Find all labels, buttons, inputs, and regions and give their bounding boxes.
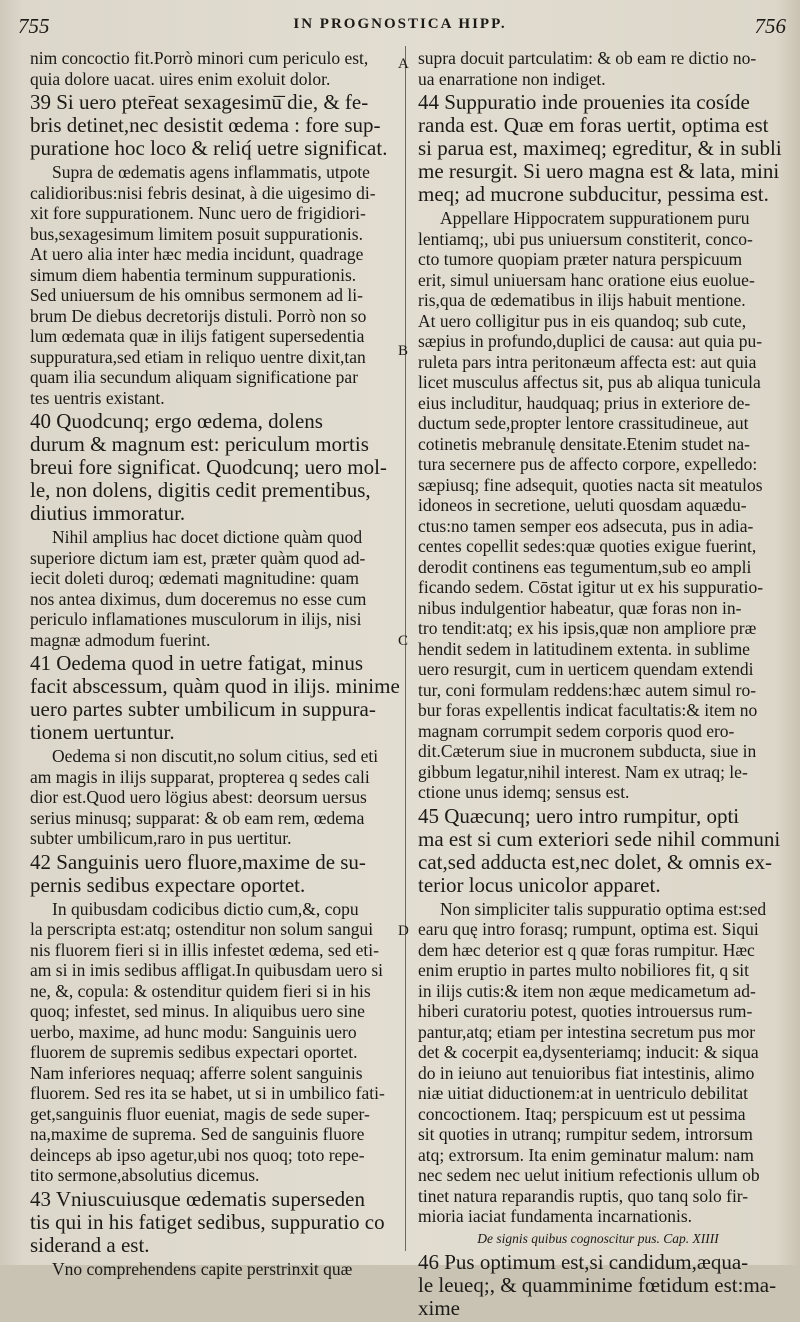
text-line: randa est. Quæ em foras uertit, optima est (418, 113, 769, 137)
text-line: tis qui in his fatiget sedibus, suppuratio co (30, 1209, 385, 1234)
text-line: det & cocerpit ea,dysenteriamq; inducit: & siqua (418, 1042, 759, 1062)
text-line: nos antea diximus, dum doceremus no esse cum (30, 588, 367, 609)
text-line: Sed uniuersum de his omnibus sermonem ad li- (30, 285, 363, 305)
text-line: le, non dolens, digitis cedit prementibus, (30, 478, 371, 502)
text-line: eius includitur, haudquaq; prius in exteriore de- (418, 392, 751, 413)
text-line: fluorem de supremis sedibus expectari oportet. (30, 1042, 358, 1062)
left-aphorism (30, 1188, 390, 1257)
text-line: fluorem. Sed res ita se habet, ut si in umbilico fati- (30, 1083, 385, 1103)
left-aphorism (30, 651, 400, 744)
text-line: brum De diebus decretorijs distuli. Porrò non so (30, 305, 367, 326)
text-line: enim eruptio in partes multo nobiliores fit, q sit (418, 960, 749, 980)
text-line: ctione unus idemq; sensus est. (418, 782, 630, 802)
text-line: ruleta pars intra peritonæum affecta est: aut quia (418, 351, 757, 372)
text-line: ua enarratione non indiget. (418, 68, 606, 89)
text-line: pernis sedibus expectare oportet. (30, 872, 306, 897)
text-line: ficando sedem. Cōstat igitur ut ex his suppuratio- (418, 577, 764, 597)
text-line: nis fluorem fieri si in illis infestet œdema, sed eti- (30, 939, 379, 960)
text-line: xit fore suppurationem. Nunc uero de frigidiori- (30, 203, 366, 223)
text-line: durum & magnum est: periculum mortis (30, 432, 369, 456)
text-line: am si in imis sedibus affligat.In quibusdam uero si (30, 960, 384, 980)
left-commentary (30, 48, 390, 89)
text-line: centes copellit sedes:quæ quoties exigue fuerint, (418, 536, 757, 556)
text-line: 45 Quæcunq; uero intro rumpitur, opti (418, 803, 740, 828)
text-line: tes uentris existant. (30, 387, 165, 408)
text-line: niæ uitiat diductionem:at in uentriculo debilitat (418, 1083, 749, 1103)
text-line: get,sanguinis fluor eueniat, magis de sede super- (30, 1103, 370, 1124)
text-line: tura secernere pus de affecto corpore, expelledo: (418, 454, 758, 474)
left-commentary (30, 527, 390, 650)
text-line: At uero colligitur pus in eis quandoq; sub cute, (418, 310, 747, 331)
text-line: magnam corrumpit sedem corporis quod ero- (418, 720, 735, 741)
text-line: 44 Suppuratio inde prouenies ita cosíde (418, 90, 750, 114)
text-line: puratione hoc loco & reliq́ uetre significat. (30, 136, 388, 160)
text-line: tionem uertuntur. (30, 720, 175, 744)
text-line: De signis quibus cognoscitur pus. Cap. XIIII (477, 1230, 719, 1246)
text-line: iecit doleti duroq; œdemati magnitudine: quam (30, 568, 360, 588)
right-column (418, 48, 782, 1322)
left-commentary (30, 746, 390, 849)
left-commentary (30, 1259, 390, 1280)
text-line: 43 Vniuscuiusque œdematis superseden (30, 1186, 365, 1211)
text-line: quoq; infestet, sed minus. In aliquibus uero sine (30, 1001, 365, 1021)
text-line: quam ilia secundum aliquam significatione par (30, 367, 359, 387)
text-line: sit quoties in utranq; rumpitur sedem, introrsum (418, 1124, 753, 1144)
text-line: At uero alia inter hæc media incidunt, quadrage (30, 244, 364, 264)
text-line: ne, &, copula: & ostenditur quidem fieri si in his (30, 980, 371, 1001)
text-line: terior locus unicolor apparet. (418, 872, 661, 897)
text-line: calidioribus:nisi febris desinat, à die uigesimo di- (30, 182, 376, 203)
text-line: erit, simul uniuersam hanc oratione eius euolue- (418, 269, 755, 290)
text-line: subter umbilicum,raro in pus uertitur. (30, 828, 292, 848)
text-line: sæpiusq; fine adsequit, quoties nacta sit meatulos (418, 474, 763, 495)
text-line: idoneos in secretione, ueluti quosdam aquædu- (418, 495, 747, 515)
text-line: nec sedem nec uelut initium refectionis ullum ob (418, 1165, 760, 1185)
left-commentary (30, 899, 390, 1186)
text-line: In quibusdam codicibus dictio cum,&, copu (52, 898, 359, 919)
text-line: uero partes subter umbilicum in suppura- (30, 697, 376, 721)
text-line: atq; extrorsum. Ita enim geminatur malum: nam (418, 1144, 754, 1165)
text-line: 40 Quodcunq; ergo œdema, dolens (30, 409, 323, 433)
text-line: in ilijs cutis:& item non æque medicametum ad- (418, 980, 756, 1001)
text-line: bris detinet,nec desistit œdema : fore sup- (30, 113, 381, 137)
text-line: ctus:no tamen semper eos adsecuta, pus in adia- (418, 515, 754, 536)
text-line: ris,qua de œdematibus in ilijs habuit mentione. (418, 290, 746, 310)
text-line: periculo inflamationes musculorum in ilijs, nisi (30, 609, 362, 629)
text-line: ma est si cum exteriori sede nihil communi (418, 826, 781, 851)
text-line: gibbum legatur,nihil interest. Nam ex utraq; le- (418, 761, 748, 782)
text-line: hendit sedem in latitudinem extenta. in sublime (418, 638, 750, 659)
text-line: Vno comprehendens capite perstrinxit quæ (52, 1258, 353, 1279)
text-line: licet musculus affectus sit, pus ab aliqua tunicula (418, 372, 761, 392)
text-line: dior est.Quod uero lögius abest: deorsum uersus (30, 787, 367, 807)
text-line: lentiamq;, ubi pus uniuersum constiterit, conco- (418, 228, 753, 249)
left-aphorism (30, 91, 390, 160)
folio-number-left: 755 (18, 14, 50, 38)
text-line: concoctionem. Itaq; perspicuum est ut pessima (418, 1103, 746, 1124)
text-line: ductum sede,propter lentore crassitudineue, aut (418, 413, 749, 433)
right-commentary (418, 899, 778, 1227)
text-line: la perscripta est:atq; ostenditur non solum sangui (30, 919, 374, 939)
text-line: supra docuit partculatim: & ob eam re dictio no- (418, 48, 757, 68)
text-line: do in ieiuno aut tenuioribus fiat intestinis, alimo (418, 1062, 755, 1083)
text-line: 39 Si uero pter̄eat sexagesimū̄ die, & fe- (30, 90, 369, 114)
text-line: mioria iaciat fundamenta incarnationis. (418, 1206, 693, 1226)
text-line: am magis in ilijs supparat, propterea q sedes cali (30, 766, 370, 787)
text-line: quia dolore uacat. uires enim exoluit dolor. (30, 68, 331, 89)
text-line: Nihil amplius hac docet dictione quàm quod (52, 527, 363, 547)
text-line: uerbo, maxime, ad hunc modu: Sanguinis uero (30, 1021, 357, 1042)
right-chapter-heading (418, 1229, 778, 1249)
text-line: lum œdemata quæ in ilijs fatigent supersedentia (30, 326, 365, 346)
text-line: 41 Oedema quod in uetre fatigat, minus (30, 651, 363, 675)
text-line: uero resurgit, cum in uerticem quendam extendi (418, 659, 754, 679)
text-line: derodit continens eas tegumentum,sub eo ampli (418, 556, 752, 577)
text-line: si parua est, maximeq; egreditur, & in subli (418, 136, 782, 160)
margin-marker-c: C (398, 633, 409, 649)
left-column (30, 48, 400, 1281)
text-line: Non simpliciter talis suppuratio optima est:sed (440, 898, 767, 919)
text-line: bus,sexagesimum limitem posuit suppurationis. (30, 223, 363, 244)
text-line: simum diem habentia terminum suppurationis. (30, 264, 357, 285)
margin-marker-a: A (398, 56, 409, 72)
running-title: IN PROGNOSTICA HIPP. (293, 16, 507, 32)
text-line: magnæ admodum fuerint. (30, 629, 211, 650)
text-line: Supra de œdematis agens inflammatis, utpote (52, 162, 370, 182)
text-line: deinceps ab ipso agetur,ubi nos quoq; toto repe- (30, 1144, 365, 1165)
text-line: Oedema si non discutit,no solum citius, sed eti (52, 746, 379, 766)
text-line: tur, coni formulam reddens:hæc autem simul ro- (418, 679, 757, 700)
right-aphorism (418, 90, 782, 206)
text-line: Appellare Hippocratem suppurationem puru (440, 208, 750, 228)
text-line: cotinetis mebranulę densitate.Etenim studet na- (418, 433, 750, 454)
text-line: nim concoctio fit.Porrò minori cum periculo est, (30, 48, 369, 68)
right-aphorism (418, 803, 781, 897)
text-line: 46 Pus optimum est,si candidum,æqua- (418, 1249, 749, 1274)
left-aphorism (30, 410, 390, 525)
text-line: nibus indulgentior habeatur, quæ foras non in- (418, 597, 742, 618)
left-commentary (30, 162, 390, 408)
page-header (0, 14, 800, 44)
text-line: tito sermone,absolutius dicemus. (30, 1165, 260, 1185)
text-line: diutius immoratur. (30, 501, 186, 525)
text-line: hiberi curatoriu potest, quoties introuersus rum- (418, 1001, 753, 1021)
right-commentary (418, 48, 778, 89)
text-line: meq; ad mucrone subducitur, pessima est. (418, 182, 769, 206)
text-line: facit abscessum, quàm quod in ilijs. minime (30, 674, 400, 698)
text-line: me resurgit. Si uero magna est & lata, mini (418, 159, 780, 183)
folio-number-right: 756 (754, 14, 786, 38)
text-line: cat,sed adducta est,nec dolet, & omnis ex- (418, 849, 772, 874)
right-aphorism (418, 1251, 778, 1320)
text-line: suppuratura,sed etiam in reliquo uentre dixit,tan (30, 346, 366, 367)
text-line: Nam inferiores nequaq; afferre solent sanguinis (30, 1062, 363, 1083)
text-line: earu quę intro forasq; rumpunt, optima est. Siqui (418, 919, 759, 939)
right-commentary (418, 208, 778, 803)
text-line: xime (418, 1295, 460, 1320)
text-line: 42 Sanguinis uero fluore,maxime de su- (30, 849, 366, 874)
text-line: pantur,atq; etiam per intestina secretum pus mor (418, 1021, 756, 1042)
text-line: superiore dictum iam est, præter quàm quod ad- (30, 547, 366, 568)
text-line: serius minusq; supparat: & ob eam rem, œdema (30, 807, 365, 828)
text-line: bur foras expellentis indicat facultatis:& item no (418, 700, 758, 720)
text-line: siderand a est. (30, 1232, 150, 1257)
text-line: dem hæc deterior est q quæ foras rumpitur. Hæc (418, 939, 755, 960)
text-line: tro tendit:atq; ex his ipsis,quæ non ampliore præ (418, 618, 757, 638)
text-line: cto tumore quopiam præter natura perspicuum (418, 249, 743, 269)
text-line: le leueq;, & quamminime fœtidum est:ma- (418, 1272, 777, 1297)
margin-marker-d: D (398, 923, 409, 939)
left-aphorism (30, 851, 390, 897)
text-line: na,maxime de suprema. Sed de sanguinis fluore (30, 1124, 365, 1144)
text-line: breui fore significat. Quodcunq; uero mol- (30, 455, 387, 479)
text-line: sæpius in profundo,duplici de causa: aut quia pu- (418, 331, 763, 351)
text-line: dit.Cæterum siue in mucronem subducta, siue in (418, 741, 757, 761)
margin-marker-b: B (398, 343, 409, 359)
text-line: tinet natura reparandis ruptis, quo tanq solo fir- (418, 1185, 749, 1206)
